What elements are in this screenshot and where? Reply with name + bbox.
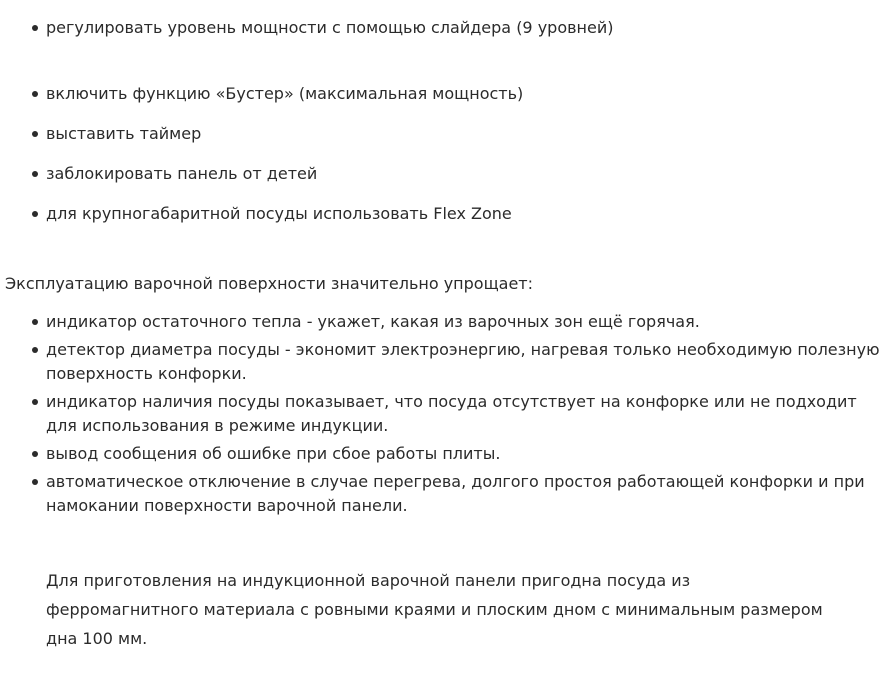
- list-item: заблокировать панель от детей: [32, 160, 613, 188]
- operation-intro-text: Эксплуатацию варочной поверхности значительно упрощает:: [5, 274, 534, 293]
- list-item: автоматическое отключение в случае перегрева, долгого простоя работающей конфорки и при намокании поверхности варочной панели.: [32, 470, 884, 518]
- list-item: вывод сообщения об ошибке при сбое работы плиты.: [32, 442, 884, 466]
- list-item: выставить таймер: [32, 120, 613, 148]
- list-item: индикатор остаточного тепла - укажет, какая из варочных зон ещё горячая.: [32, 310, 884, 334]
- list-item: регулировать уровень мощности с помощью слайдера (9 уровней): [32, 14, 613, 42]
- operation-features-list: [32, 310, 884, 522]
- list-item: включить функцию «Бустер» (максимальная мощность): [32, 80, 613, 108]
- list-item: детектор диаметра посуды - экономит электроэнергию, нагревая только необходимую полезную поверхность конфорки.: [32, 338, 884, 386]
- list-item: индикатор наличия посуды показывает, что посуда отсутствует на конфорке или не подходит для использования в режиме индукции.: [32, 390, 884, 438]
- cookware-note-paragraph: Для приготовления на индукционной варочной панели пригодна посуда из ферромагнитного материала с ровными краями и плоским дном с минимальным размером дна 100 мм.: [46, 571, 823, 648]
- list-item: для крупногабаритной посуды использовать Flex Zone: [32, 200, 613, 228]
- control-features-list: [32, 14, 613, 228]
